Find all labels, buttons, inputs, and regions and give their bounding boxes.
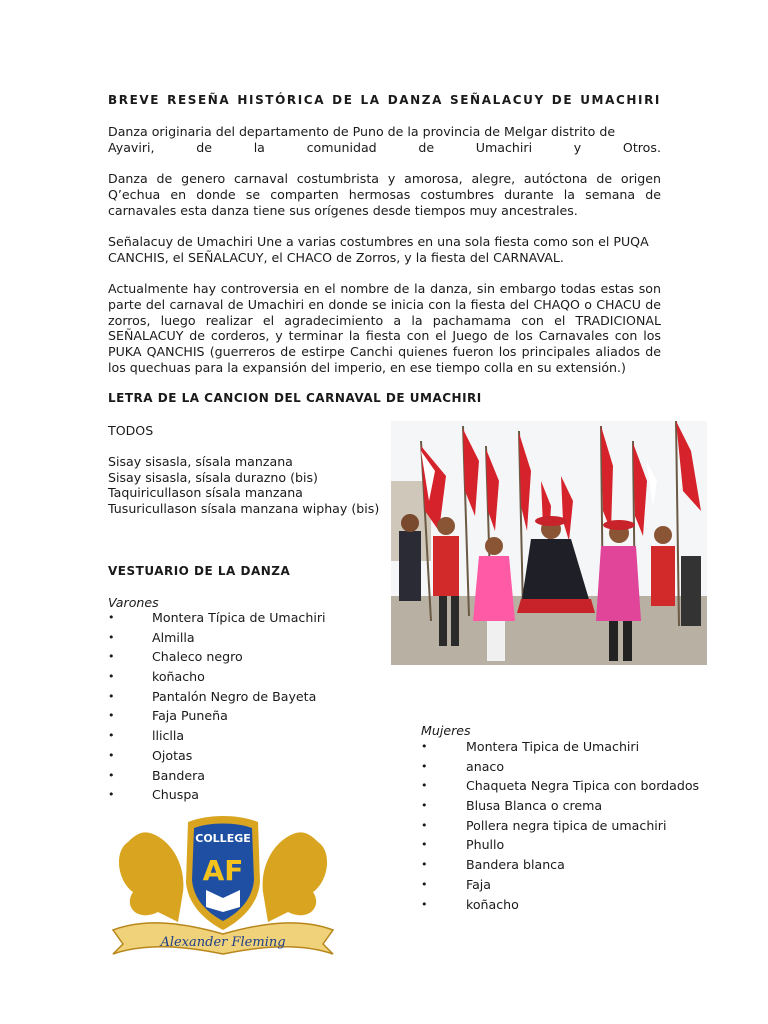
title-word: UMACHIRI bbox=[580, 93, 661, 107]
mujeres-label: Mujeres bbox=[421, 723, 471, 738]
song-todos-label: TODOS bbox=[108, 423, 154, 438]
list-item bbox=[108, 608, 368, 628]
list-item-label: Almilla bbox=[152, 629, 195, 645]
college-crest bbox=[108, 812, 338, 957]
list-item-label: Pollera negra tipica de umachiri bbox=[466, 817, 667, 833]
list-item-label: Pantalón Negro de Bayeta bbox=[152, 688, 317, 704]
title-word: BREVE bbox=[108, 93, 161, 107]
list-item bbox=[108, 766, 368, 786]
list-item bbox=[108, 687, 368, 707]
title-word: RESEÑA bbox=[167, 93, 231, 107]
varones-list bbox=[108, 608, 368, 805]
dancers-photo-illustration bbox=[391, 421, 707, 665]
list-item bbox=[421, 737, 721, 757]
list-item-label: koñacho bbox=[152, 669, 205, 685]
list-item-label: Chaleco negro bbox=[152, 649, 243, 665]
paragraph-word: comunidad bbox=[306, 139, 377, 155]
list-item-label: Chuspa bbox=[152, 787, 200, 803]
bullet-icon: • bbox=[421, 858, 428, 872]
title-word: HISTÓRICA bbox=[237, 93, 326, 107]
title-word: DE bbox=[332, 93, 354, 107]
paragraph-genre: Danza de genero carnaval costumbrista y amorosa, alegre, autóctona de origen Q’echua en donde se comparten hermosas costumbres durante la semana de carnavales esta danza tiene sus orígenes desde tiempos muy ancestrales. bbox=[108, 171, 661, 218]
list-item-label: Montera Tipica de Umachiri bbox=[466, 739, 640, 754]
list-item bbox=[108, 628, 368, 648]
song-line: Tusuricullason sísala manzana wiphay (bis) bbox=[108, 500, 380, 516]
paragraph-customs: Señalacuy de Umachiri Une a varias costumbres en una sola fiesta como son el PUQA CANCHIS, el SEÑALACUY, el CHACO de Zorros, y la fiesta del CARNAVAL. bbox=[108, 234, 649, 265]
paragraph-word: Umachiri bbox=[475, 139, 533, 155]
bullet-icon: • bbox=[421, 877, 428, 891]
list-item bbox=[108, 785, 368, 805]
bullet-icon: • bbox=[108, 788, 115, 802]
bullet-icon: • bbox=[421, 740, 428, 753]
varones-label: Varones bbox=[108, 595, 159, 610]
list-item-label: Ojotas bbox=[152, 747, 193, 763]
list-item-label: Montera Típica de Umachiri bbox=[152, 610, 326, 625]
list-item bbox=[421, 757, 721, 777]
song-heading: LETRA DE LA CANCION DEL CARNAVAL DE UMACHIRI bbox=[108, 391, 482, 405]
bullet-icon: • bbox=[421, 759, 428, 773]
college-logo bbox=[108, 812, 338, 957]
list-item bbox=[108, 726, 368, 746]
list-item bbox=[108, 647, 368, 667]
list-item bbox=[421, 776, 721, 796]
bullet-icon: • bbox=[421, 838, 428, 852]
document-title bbox=[108, 93, 661, 107]
song-line: Sisay sisasla, sísala durazno (bis) bbox=[108, 469, 318, 485]
paragraph-word: y bbox=[573, 139, 582, 155]
bullet-icon: • bbox=[108, 768, 115, 782]
logo-college-text: COLLEGE bbox=[195, 832, 251, 845]
paragraph-word: Otros. bbox=[622, 139, 661, 155]
bullet-icon: • bbox=[108, 650, 115, 664]
logo-ribbon-text: Alexander Fleming bbox=[160, 935, 286, 950]
paragraph-word: Ayaviri, bbox=[108, 139, 155, 155]
bullet-icon: • bbox=[421, 779, 428, 793]
paragraph-origin bbox=[108, 124, 661, 156]
list-item-label: Faja bbox=[466, 876, 492, 892]
mujeres-list bbox=[421, 737, 721, 914]
list-item-label: Faja Puneña bbox=[152, 708, 228, 724]
list-item bbox=[108, 667, 368, 687]
bullet-icon: • bbox=[108, 630, 115, 644]
song-lyrics bbox=[108, 454, 379, 516]
bullet-icon: • bbox=[108, 611, 115, 624]
list-item bbox=[421, 816, 721, 836]
list-item-label: Blusa Blanca o crema bbox=[466, 798, 603, 814]
paragraph-word: de bbox=[418, 139, 435, 155]
bullet-icon: • bbox=[108, 670, 115, 684]
paragraph-origin-line1: Danza originaria del departamento de Puno de la provincia de Melgar distrito de bbox=[108, 124, 616, 139]
title-word: SEÑALACUY bbox=[450, 93, 545, 107]
song-line: Sisay sisasla, sísala manzana bbox=[108, 454, 293, 469]
title-word: DANZA bbox=[387, 93, 443, 107]
logo-monogram: AF bbox=[202, 854, 244, 887]
vestuario-heading: VESTUARIO DE LA DANZA bbox=[108, 564, 291, 578]
paragraph-origin-line2 bbox=[108, 140, 661, 156]
paragraph-word: la bbox=[253, 139, 265, 155]
dancers-photo bbox=[391, 421, 707, 665]
list-item-label: lliclla bbox=[152, 728, 185, 744]
list-item bbox=[108, 746, 368, 766]
song-line: Taquiricullason sísala manzana bbox=[108, 485, 303, 501]
bullet-icon: • bbox=[421, 799, 428, 813]
list-item bbox=[421, 895, 721, 915]
list-item bbox=[421, 875, 721, 895]
title-word: LA bbox=[360, 93, 381, 107]
list-item-label: koñacho bbox=[466, 896, 519, 912]
bullet-icon: • bbox=[108, 689, 115, 703]
list-item-label: Chaqueta Negra Tipica con bordados bbox=[466, 778, 700, 794]
list-item-label: Bandera bbox=[152, 767, 205, 783]
list-item bbox=[108, 706, 368, 726]
bullet-icon: • bbox=[108, 729, 115, 743]
bullet-icon: • bbox=[421, 897, 428, 911]
list-item-label: anaco bbox=[466, 758, 505, 774]
list-item-label: Phullo bbox=[466, 837, 505, 853]
bullet-icon: • bbox=[108, 709, 115, 723]
paragraph-controversy: Actualmente hay controversia en el nombre de la danza, sin embargo todas estas son parte del carnaval de Umachiri en donde se inicia con la fiesta del CHAQO o CHACU de zorros, luego realizar el agradecimiento a la pachamama con el TRADICIONAL SEÑALACUY de corderos, y terminar la fiesta con el Juego de los Carnavales con los PUKA QANCHIS (guerreros de estirpe Canchi quienes fueron los principales aliados de los quechuas para la expansión del imperio, en ese tiempo colla en su extensión.) bbox=[108, 281, 661, 375]
title-word: DE bbox=[551, 93, 574, 107]
list-item bbox=[421, 855, 721, 875]
list-item bbox=[421, 796, 721, 816]
list-item bbox=[421, 835, 721, 855]
bullet-icon: • bbox=[421, 818, 428, 832]
paragraph-word: de bbox=[196, 139, 212, 155]
bullet-icon: • bbox=[108, 748, 115, 762]
list-item-label: Bandera blanca bbox=[466, 857, 565, 873]
